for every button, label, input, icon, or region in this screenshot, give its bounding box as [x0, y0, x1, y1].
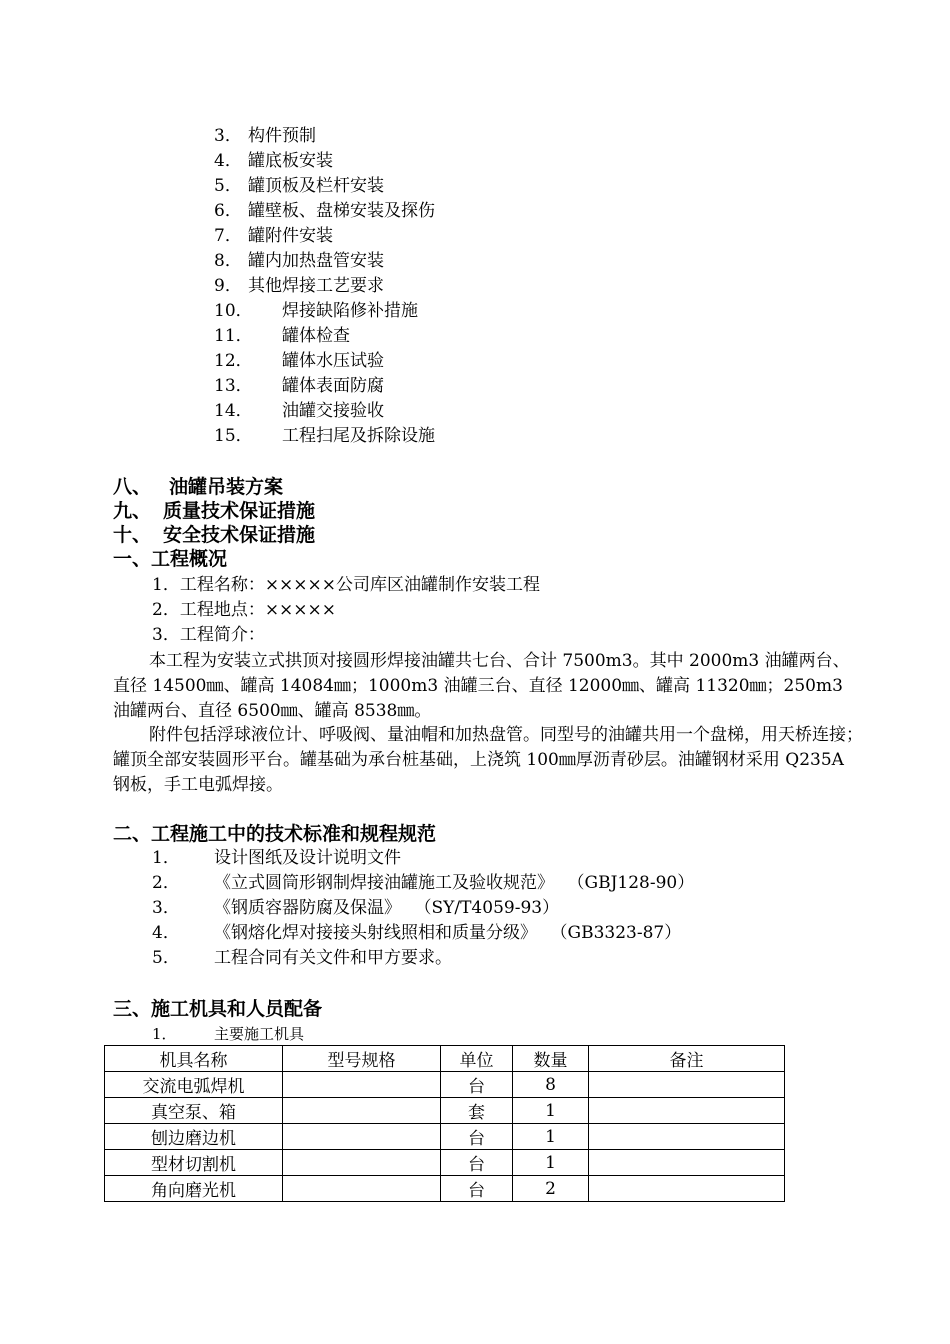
cell-quantity: 2	[513, 1176, 589, 1202]
standard-item: 2． 《立式圆筒形钢制焊接油罐施工及验收规范》 （GBJ128-90）	[152, 873, 695, 893]
standard-item: 4． 《钢熔化焊对接接头射线照相和质量分级》 （GB3323-87）	[152, 923, 682, 943]
equipment-table	[104, 1045, 785, 1202]
project-intro-label: 3．工程简介：	[152, 625, 265, 645]
cell-remarks	[589, 1072, 785, 1098]
toc-item: 7． 罐附件安装	[214, 226, 333, 246]
cell-unit: 台	[441, 1176, 513, 1202]
toc-item: 15． 工程扫尾及拆除设施	[214, 426, 435, 446]
cell-remarks	[589, 1124, 785, 1150]
cell-model	[283, 1098, 441, 1124]
cell-model	[283, 1150, 441, 1176]
cell-name: 交流电弧焊机	[105, 1072, 283, 1098]
table-row	[105, 1150, 785, 1176]
toc-item: 6． 罐壁板、盘梯安装及探伤	[214, 201, 435, 221]
cell-remarks	[589, 1098, 785, 1124]
equipment-subtitle: 1． 主要施工机具	[152, 1025, 305, 1043]
table-header-row	[105, 1046, 785, 1072]
toc-item: 4． 罐底板安装	[214, 151, 333, 171]
toc-item: 3． 构件预制	[214, 126, 316, 146]
cell-quantity: 1	[513, 1150, 589, 1176]
outline-heading: 十、 安全技术保证措施	[113, 524, 316, 546]
standard-item: 3． 《钢质容器防腐及保温》 （SY/T4059-93）	[152, 898, 560, 918]
section-title: 二、工程施工中的技术标准和规程规范	[113, 823, 437, 845]
table-row	[105, 1098, 785, 1124]
project-location: 2．工程地点：×××××	[152, 600, 337, 620]
project-intro-paragraph: 本工程为安装立式拱顶对接圆形焊接油罐共七台、合计 7500m3。其中 2000m3 油罐两台、直径 14500㎜、罐高 14084㎜；1000m3 油罐三台、直径 12000㎜、罐高 11320㎜；250m3 油罐两台、直径 6500㎜、罐高 8538㎜。	[113, 651, 850, 721]
cell-quantity: 8	[513, 1072, 589, 1098]
toc-item: 9． 其他焊接工艺要求	[214, 276, 384, 296]
cell-model	[283, 1176, 441, 1202]
cell-model	[283, 1124, 441, 1150]
toc-item: 5． 罐顶板及栏杆安装	[214, 176, 384, 196]
header-quantity: 数量	[513, 1046, 589, 1072]
accessories-paragraph: 附件包括浮球液位计、呼吸阀、量油帽和加热盘管。同型号的油罐共用一个盘梯，用天桥连接；罐顶全部安装圆形平台。罐基础为承台桩基础，上浇筑 100㎜厚沥青砂层。油罐钢材采用 Q235A 钢板，手工电弧焊接。	[113, 725, 863, 795]
cell-unit: 台	[441, 1150, 513, 1176]
cell-name: 型材切割机	[105, 1150, 283, 1176]
cell-remarks	[589, 1150, 785, 1176]
toc-item: 10． 焊接缺陷修补措施	[214, 301, 418, 321]
toc-item: 8． 罐内加热盘管安装	[214, 251, 384, 271]
cell-quantity: 1	[513, 1098, 589, 1124]
cell-remarks	[589, 1176, 785, 1202]
cell-name: 刨边磨边机	[105, 1124, 283, 1150]
cell-name: 角向磨光机	[105, 1176, 283, 1202]
outline-heading: 八、 油罐吊装方案	[113, 476, 284, 498]
section-title: 一、工程概况	[113, 548, 228, 570]
toc-item: 11． 罐体检查	[214, 326, 350, 346]
toc-item: 13． 罐体表面防腐	[214, 376, 384, 396]
cell-unit: 台	[441, 1124, 513, 1150]
cell-name: 真空泵、箱	[105, 1098, 283, 1124]
standard-item: 5． 工程合同有关文件和甲方要求。	[152, 948, 452, 968]
section-title: 三、施工机具和人员配备	[113, 998, 323, 1020]
project-name: 1．工程名称：×××××公司库区油罐制作安装工程	[152, 575, 541, 595]
table-row	[105, 1124, 785, 1150]
header-name: 机具名称	[105, 1046, 283, 1072]
outline-heading: 九、 质量技术保证措施	[113, 500, 316, 522]
cell-unit: 台	[441, 1072, 513, 1098]
header-unit: 单位	[441, 1046, 513, 1072]
header-model: 型号规格	[283, 1046, 441, 1072]
toc-item: 12． 罐体水压试验	[214, 351, 384, 371]
toc-item: 14． 油罐交接验收	[214, 401, 384, 421]
cell-unit: 套	[441, 1098, 513, 1124]
cell-quantity: 1	[513, 1124, 589, 1150]
table-row	[105, 1176, 785, 1202]
cell-model	[283, 1072, 441, 1098]
table-row	[105, 1072, 785, 1098]
header-remarks: 备注	[589, 1046, 785, 1072]
standard-item: 1． 设计图纸及设计说明文件	[152, 848, 401, 868]
